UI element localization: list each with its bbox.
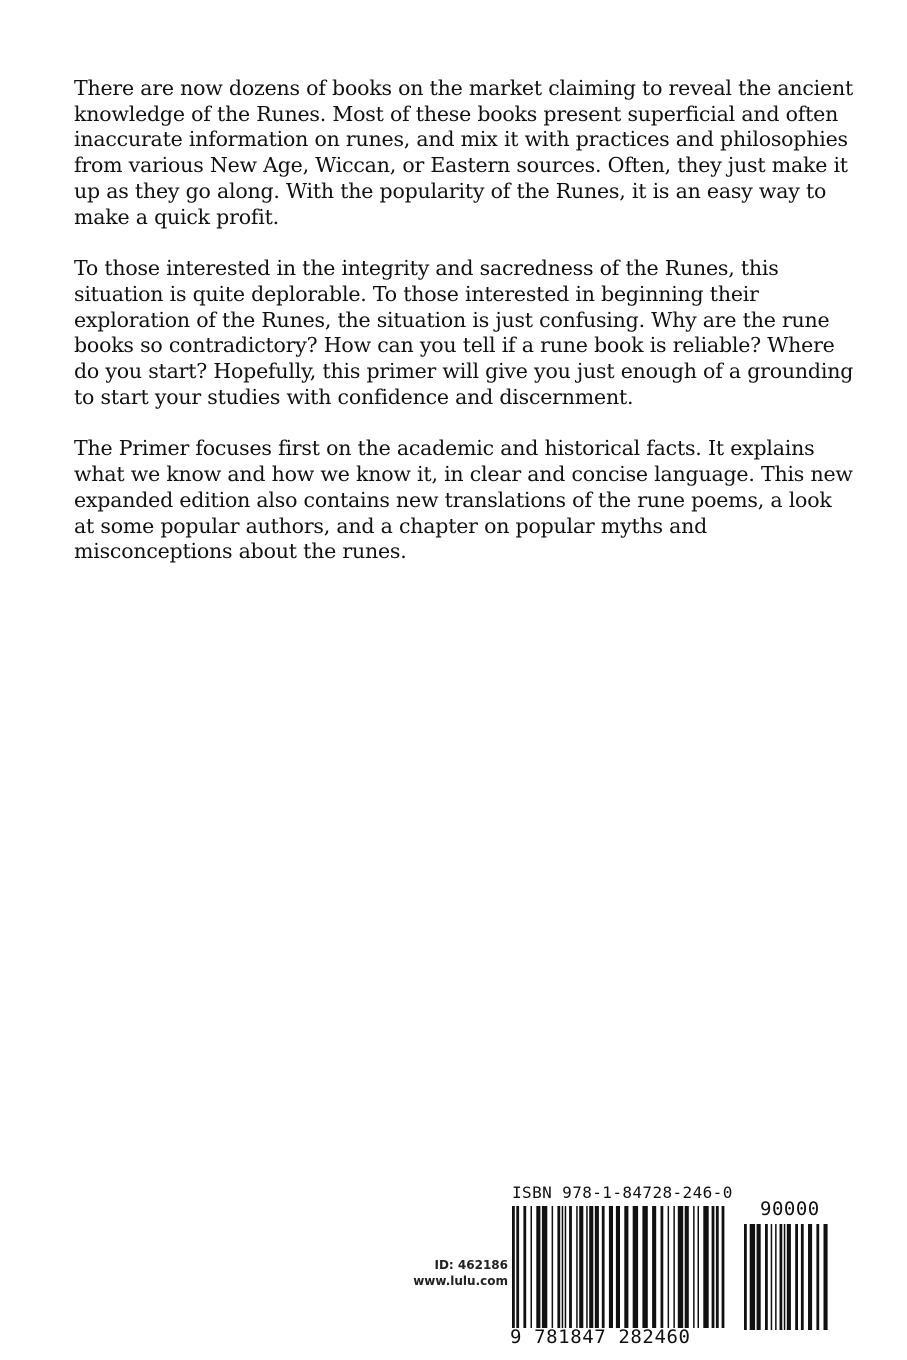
barcode-bar: [609, 1206, 613, 1328]
barcode-bar: [698, 1206, 700, 1328]
barcode-bar: [523, 1206, 526, 1328]
barcode-bar: [589, 1206, 593, 1328]
back-cover-blurb: [74, 76, 854, 591]
barcode-bar: [642, 1206, 647, 1328]
barcode-bar: [661, 1206, 664, 1328]
publisher-website: www.lulu.com: [413, 1274, 508, 1288]
barcode-bar: [579, 1206, 583, 1328]
barcode-bar: [775, 1224, 777, 1330]
barcode-bar: [516, 1206, 519, 1328]
barcode-bar: [602, 1206, 605, 1328]
barcode-bar: [744, 1224, 747, 1330]
barcode-bar: [576, 1206, 578, 1328]
barcode-bar: [787, 1224, 791, 1330]
barcode-bar: [703, 1206, 708, 1328]
barcode-bar: [565, 1206, 567, 1328]
barcode-bar: [716, 1206, 719, 1328]
barcode-bar: [712, 1206, 715, 1328]
barcode-bar: [757, 1224, 761, 1330]
barcode-bar: [595, 1206, 599, 1328]
ean-digits: 9 781847 282460: [510, 1326, 691, 1348]
barcode-bar: [765, 1224, 768, 1330]
barcode-bar: [633, 1206, 638, 1328]
barcode-bar: [536, 1206, 540, 1328]
barcode-bar: [552, 1206, 554, 1328]
publisher-id: ID: 462186: [434, 1258, 508, 1272]
barcode-bar: [542, 1206, 547, 1328]
isbn-label: ISBN 978-1-84728-246-0: [512, 1183, 733, 1202]
barcode-bar: [808, 1224, 812, 1330]
barcode-bar: [586, 1206, 588, 1328]
barcode-bar: [624, 1206, 628, 1328]
blurb-paragraph-3: The Primer focuses first on the academic and historical facts. It explains what we know and how we know it, in clear and concise language. This new expanded edition also contains new translations of the rune poems, a look at some popular authors, and a chapter on popular myths and misconceptions about the runes.: [74, 436, 853, 564]
barcode-bar: [824, 1224, 828, 1330]
barcode-bar: [668, 1206, 670, 1328]
publisher-info: [376, 1257, 508, 1289]
barcode-bar: [557, 1206, 560, 1328]
barcode-bar: [569, 1206, 572, 1328]
barcode-bar: [678, 1206, 683, 1328]
barcode-bar: [616, 1206, 620, 1328]
isbn-barcode: [508, 1178, 833, 1353]
barcode-bar: [816, 1224, 819, 1330]
barcode-bar: [693, 1206, 695, 1328]
barcode-bar: [784, 1224, 786, 1330]
barcode-bar: [795, 1224, 798, 1330]
barcode-bar: [722, 1206, 725, 1328]
barcode-bar: [771, 1224, 773, 1330]
barcode-bar: [801, 1224, 804, 1330]
blurb-paragraph-1: There are now dozens of books on the market claiming to reveal the ancient knowledge of the Runes. Most of these books present superficial and often inaccurate information on runes, and mix it with practices and philosophies from various New Age, Wiccan, or Eastern sources. Often, they just make it up as they go along. With the popularity of the Runes, it is an easy way to make a quick profit.: [74, 76, 854, 229]
barcode-bar: [673, 1206, 675, 1328]
barcode-bar: [562, 1206, 564, 1328]
price-code: 90000: [760, 1198, 820, 1220]
barcode-bar: [780, 1224, 783, 1330]
barcode-bar: [531, 1206, 533, 1328]
barcode-bar: [512, 1206, 515, 1328]
blurb-paragraph-2: To those interested in the integrity and sacredness of the Runes, this situation is quite deplorable. To those interested in beginning their exploration of the Runes, the situation is just confusing. Why are the rune books so contradictory? How can you tell if a rune book is reliable? Where do you start? Hopefully, this primer will give you just enough of a grounding to start your studies with confidence and discernment.: [74, 256, 854, 409]
barcode-bar: [652, 1206, 656, 1328]
barcode-bar: [685, 1206, 689, 1328]
barcode-bar: [750, 1224, 755, 1330]
